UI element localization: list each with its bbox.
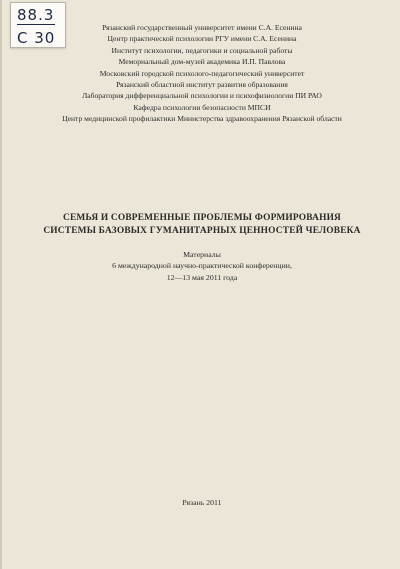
organization-line: Кафедра психологии безопасности МПСИ xyxy=(133,102,271,112)
book-title-line: СЕМЬЯ И СОВРЕМЕННЫЕ ПРОБЛЕМЫ ФОРМИРОВАНИЯ xyxy=(62,213,342,223)
organization-line: Рязанский государственный университет имени С.А. Есенина xyxy=(102,23,302,32)
organization-line: Центр медицинской профилактики Министерства здравоохранения Рязанской области xyxy=(62,114,342,124)
call-number-class: 88.3 xyxy=(17,6,55,24)
organizations-list xyxy=(2,22,400,125)
subtitle-line: Материалы xyxy=(183,250,221,259)
call-number-author-mark: С 30 xyxy=(17,29,56,47)
publication-place-year: Рязань 2011 xyxy=(182,498,222,507)
book-title xyxy=(2,212,400,238)
organization-line: Московский городской психолого-педагогический университет xyxy=(99,68,305,78)
subtitle-line: 12—13 мая 2011 года xyxy=(166,272,238,282)
organization-line: Центр практической психологии РГУ имени С.А. Есенина xyxy=(107,34,297,44)
subtitle-line: 6 международной научно-практической конференции, xyxy=(112,261,292,271)
organization-line: Институт психологии, педагогики и социальной работы xyxy=(111,45,293,55)
organization-line: Лаборатория дифференциальной психологии и психофизиологии ПИ РАО xyxy=(82,91,322,101)
book-title-line: СИСТЕМЫ БАЗОВЫХ ГУМАНИТАРНЫХ ЦЕННОСТЕЙ ЧЕЛОВЕКА xyxy=(43,226,361,236)
organization-line: Мемориальный дом-музей академика И.П. Павлова xyxy=(118,57,286,67)
conference-subtitle xyxy=(2,249,400,283)
organization-line: Рязанский областной институт развития образования xyxy=(116,80,288,90)
